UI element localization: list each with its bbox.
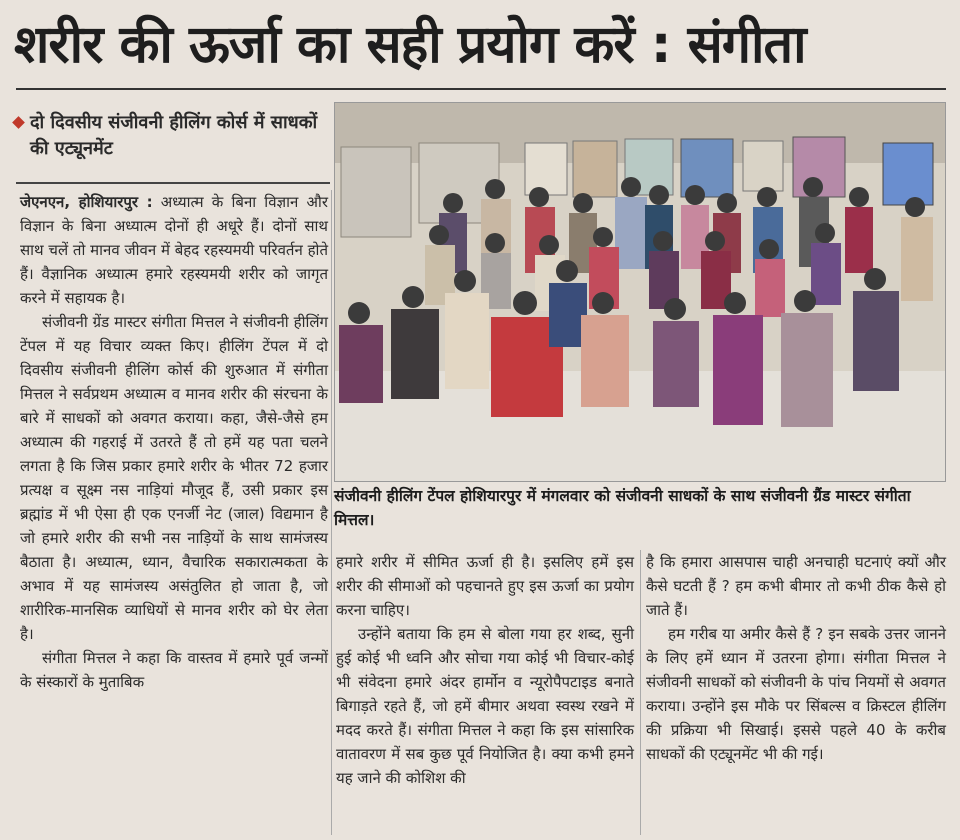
column-divider	[640, 550, 641, 835]
article-paragraph: उन्होंने बताया कि हम से बोला गया हर शब्द, सुनी हुई कोई भी ध्वनि और सोचा गया कोई भी विचार-कोई भी संवेदना हमारे अंदर हार्मोन व न्यूरोपैपटाइड बनाते बिगाड़ते रहते हैं, जो हमें बीमार अथवा स्वस्थ रखने में मदद करते हैं। संगीता मित्तल ने कहा कि इस सांसारिक वातावरण में सब कुछ पूर्व नियोजित है। क्या कभी हमने यह जाने की कोशिश की	[336, 625, 634, 787]
group-photo	[334, 102, 946, 482]
headline: शरीर की ऊर्जा का सही प्रयोग करें : संगीता	[14, 15, 806, 75]
column-divider	[331, 190, 332, 835]
article-paragraph: संजीवनी ग्रेंड मास्टर संगीता मित्तल ने संजीवनी हीलिंग टेंपल में यह विचार व्यक्त किए। हीलिंग टेंपल में दो दिवसीय संजीवनी हीलिंग कोर्स की शुरुआत में संगीता मित्तल ने सर्वप्रथम अध्यात्म व मानव शरीर की संरचना के बारे में साधकों को अवगत कराया। कहा, जैसे-जैसे हम अध्यात्म की गहराई में उतरते हैं तो हमें यह पता चलने लगता है कि जिस प्रकार हमारे शरीर के भीतर 72 हजार प्रत्यक्ष व सूक्ष्म नस नाड़ियां मौजूद हैं, उसी प्रकार इस ब्रह्मांड में भी ऐसा ही एक एनर्जी नेट (जाल) विद्यमान है जो हमारे शरीर की सभी नस नाड़ियों के साथ सामंजस्य बैठाता है। अध्यात्म, ध्यान, वैचारिक सकारात्मकता के अभाव में यह सामंजस्य असंतुलित हो जाता है, जो शारीरिक-मानसिक व्याधियों से मानव शरीर को घेर लेता है।	[20, 313, 328, 643]
photo-caption: संजीवनी हीलिंग टेंपल होशियारपुर में मंगलवार को संजीवनी साधकों के साथ संजीवनी ग्रैंड मास्टर संगीता मित्तल।	[334, 487, 911, 529]
article-column-3	[646, 550, 946, 766]
article-paragraph: हमारे शरीर में सीमित ऊर्जा ही है। इसलिए हमें इस शरीर की सीमाओं को पहचानते हुए इस ऊर्जा का प्रयोग करना चाहिए।	[336, 553, 634, 619]
headline-rule	[16, 88, 946, 90]
subheadline	[30, 110, 330, 162]
article-paragraph: हम गरीब या अमीर कैसे हैं ? इन सबके उत्तर जानने के लिए हमें ध्यान में उतरना होगा। संगीता मित्तल ने संजीवनी साधकों को संजीवनी के पांच नियमों से अवगत कराया। उन्होंने इस मौके पर सिंबल्स व क्रिस्टल हीलिंग की प्रक्रिया भी सिखाई। इससे पहले 40 के करीब साधकों की एट्यूनमेंट भी की गई।	[646, 625, 946, 763]
group-photo-image	[335, 103, 945, 481]
article-paragraph	[20, 190, 328, 310]
article-paragraph: है कि हमारा आसपास चाही अनचाही घटनाएं क्यों और कैसे घटती हैं ? हम कभी बीमार तो कभी ठीक कैसे हो जाते हैं।	[646, 553, 946, 619]
article-column-2	[336, 550, 634, 790]
subheadline-text: दो दिवसीय संजीवनी हीलिंग कोर्स में साधकों की एट्यूनमेंट	[30, 112, 318, 159]
article-column-1	[20, 190, 328, 694]
diamond-bullet-icon	[12, 116, 25, 129]
article-text: अध्यात्म के बिना विज्ञान और विज्ञान के बिना अध्यात्म दोनों ही अधूरे हैं। दोनों साथ साथ चलें तो मानव जीवन में बेहद रहस्यमयी परिवर्तन होते हैं। वैज्ञानिक अध्यात्म हमारे रहस्यमयी शरीर को जागृत करने में सहायक है।	[20, 193, 328, 307]
article-paragraph: संगीता मित्तल ने कहा कि वास्तव में हमारे पूर्व जन्मों के संस्कारों के मुताबिक	[20, 649, 328, 691]
byline: जेएनएन, होशियारपुर :	[20, 193, 153, 211]
subheadline-rule	[16, 182, 330, 184]
